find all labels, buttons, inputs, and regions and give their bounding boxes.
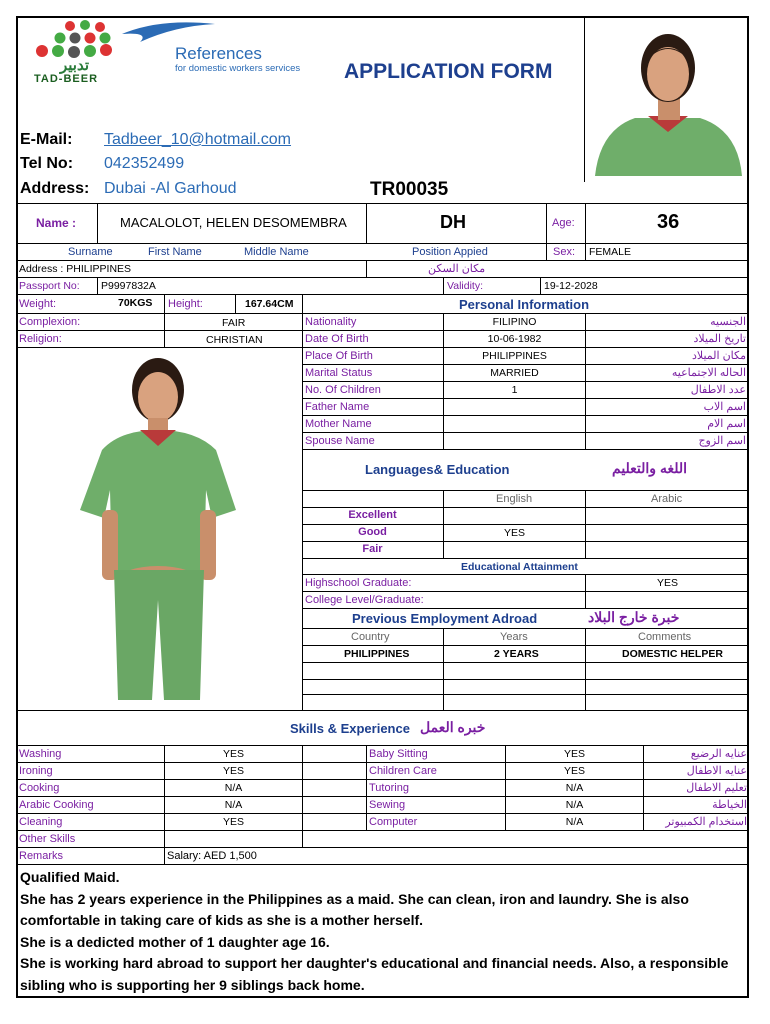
education-label: College Level/Graduate: [305,594,424,606]
remarks-label: Remarks [19,850,64,862]
surname-caption: Surname [68,246,113,258]
applicant-full-body-icon [40,350,280,708]
remarks-line: She is a dedicted mother of 1 daughter age 16. [20,933,330,950]
row-divider [302,541,749,542]
row-divider [302,381,749,382]
remarks-line: Qualified Maid. [20,869,120,885]
personal-label: No. Of Children [305,384,381,396]
skill-arabic: استخدام الكمبيوتر [665,816,747,828]
personal-label: Father Name [305,401,370,413]
personal-info-heading: Personal Information [459,297,590,312]
passport-label: Passport No: [19,280,80,292]
row-divider [302,364,749,365]
personal-arabic: الجنسيه [710,316,746,328]
row-divider [16,779,749,780]
skill-left-label: Cooking [19,782,60,794]
personal-label: Place Of Birth [305,350,373,362]
form-title: APPLICATION FORM [344,60,553,83]
personal-label: Nationality [305,316,357,328]
references-brand [120,20,310,80]
employment-heading: Previous Employment Adroad [352,611,538,626]
position-code: DH [440,212,466,232]
skill-left-value: N/A [224,799,243,811]
language-level-label: Excellent [348,509,397,521]
skill-arabic: عنايه الرضيع [690,748,747,760]
validity-label: Validity: [447,280,483,292]
personal-value: PHILIPPINES [482,350,547,362]
complexion-value: FAIR [222,317,246,329]
remarks-line: comfortable in taking care of kids as she is a mother herself. [20,912,424,928]
skill-left-label: Ironing [19,765,53,777]
skill-left-value: YES [222,765,244,777]
remarks-text [20,867,745,996]
personal-arabic: مكان الميلاد [691,350,746,362]
swoosh-icon [120,20,220,44]
validity-value: 19-12-2028 [544,280,598,292]
row-divider [302,330,749,331]
personal-value: FILIPINO [492,316,537,328]
skill-arabic: تعليم الاطفال [686,782,747,794]
remarks-line: sibling who is supporting her 9 siblings back home. [20,976,365,993]
personal-arabic: تاريخ الميلاد [693,333,746,345]
remarks-line: She has 2 years experience in the Philippines as a maid. She can clean, iron and laundry. She is also [20,890,689,907]
skills-heading: Skills & Experience [290,721,410,736]
education-value: YES [656,577,678,589]
languages-heading: Languages& Education [365,462,510,477]
height-label: Height: [168,298,203,310]
brand-title: References [175,44,262,63]
other-skills-label: Other Skills [19,833,76,845]
religion-label: Religion: [19,333,62,345]
sex-value: FEMALE [589,246,632,258]
skill-right-label: Baby Sitting [369,748,428,760]
personal-arabic: الحاله الاجتماعيه [671,367,746,379]
tel-label: Tel No: [20,155,74,172]
religion-value: CHRISTIAN [206,334,263,346]
address-arabic: مكان السكن [428,263,486,275]
skill-left-label: Washing [19,748,62,760]
tadbeer-logo [30,18,125,86]
personal-label: Marital Status [305,367,373,379]
position-applied-caption: Position Appied [412,246,488,258]
complexion-label: Complexion: [19,316,81,328]
address-value: Dubai -Al Garhoud [104,180,237,197]
row-divider [302,347,749,348]
english-col-header: English [496,493,533,505]
row-divider [16,796,749,797]
personal-value: 10-06-1982 [487,333,542,345]
skill-right-label: Children Care [369,765,437,777]
tel-value: 042352499 [104,155,185,172]
weight-label: Weight: [19,298,57,310]
personal-label: Mother Name [305,418,372,430]
personal-arabic: اسم الاب [703,401,746,413]
sex-label: Sex: [553,246,576,258]
language-level-label: Good [358,526,387,538]
years-col-header: Years [500,631,528,643]
middle-name-caption: Middle Name [244,246,309,258]
row-divider [302,432,749,433]
reference-number: TR00035 [370,179,449,200]
skill-left-label: Cleaning [19,816,63,828]
personal-arabic: عدد الاطفال [690,384,746,396]
personal-arabic: اسم الام [707,418,746,430]
arabic-col-header: Arabic [651,493,683,505]
age-label: Age: [552,217,575,229]
name-value: MACALOLOT, HELEN DESOMEMBRA [120,215,347,230]
languages-heading-ar: اللغه والتعليم [612,460,688,476]
personal-value: MARRIED [490,367,539,379]
skill-arabic: عنايه الاطفال [686,765,747,777]
skill-left-value: N/A [224,782,243,794]
personal-arabic: اسم الزوج [698,435,746,447]
personal-value: 1 [511,384,518,396]
skill-right-label: Sewing [369,799,406,811]
comments-col-header: Comments [638,631,692,643]
skill-right-value: N/A [565,782,584,794]
age-value: 36 [657,211,680,233]
full-body-photo [40,350,280,708]
skill-right-label: Computer [369,816,418,828]
row-divider [302,415,749,416]
english-level-value: YES [503,527,525,539]
skill-left-value: YES [222,748,244,760]
personal-label: Spouse Name [305,435,375,447]
email-label: E-Mail: [20,131,73,148]
address-label: Address: [20,180,90,197]
skill-right-value: N/A [565,799,584,811]
country-col-header: Country [351,631,390,643]
remarks-line: She is working hard abroad to support her daughter's educational and financial needs. Also, a responsible [20,955,729,971]
personal-label: Date Of Birth [305,333,369,345]
row-divider [302,524,749,525]
education-heading: Educational Attainment [461,561,578,573]
header-photo [590,20,745,176]
skill-right-value: N/A [565,816,584,828]
logo-latin: TAD-BEER [34,73,99,85]
applicant-address: Address : PHILIPPINES [19,263,132,275]
logo-arabic: تدبير [60,57,90,74]
employment-comments: DOMESTIC HELPER [622,648,723,660]
height-value: 167.64CM [245,298,294,310]
first-name-caption: First Name [148,246,202,258]
skill-right-value: YES [563,748,585,760]
skill-left-value: YES [222,816,244,828]
row-divider [302,398,749,399]
brand-subtitle: for domestic workers services [175,63,301,74]
weight-value: 70KGS [118,297,153,309]
skill-left-label: Arabic Cooking [19,799,94,811]
row-divider [16,762,749,763]
skill-right-value: YES [563,765,585,777]
skill-arabic: الخياطة [712,799,747,811]
name-label: Name : [36,216,77,230]
education-label: Highschool Graduate: [305,577,412,589]
passport-value: P9997832A [101,280,156,292]
salary-value: Salary: AED 1,500 [167,850,257,862]
email-link[interactable]: Tadbeer_10@hotmail.com [104,131,292,148]
employment-years: 2 YEARS [494,648,539,660]
skill-right-label: Tutoring [369,782,409,794]
employment-heading-ar: خبرة خارج البلاد [588,609,680,625]
skills-heading-ar: خبره العمل [420,719,486,735]
employment-country: PHILIPPINES [344,648,410,660]
row-divider [16,813,749,814]
language-level-label: Fair [362,543,383,555]
applicant-portrait-icon [590,20,745,176]
